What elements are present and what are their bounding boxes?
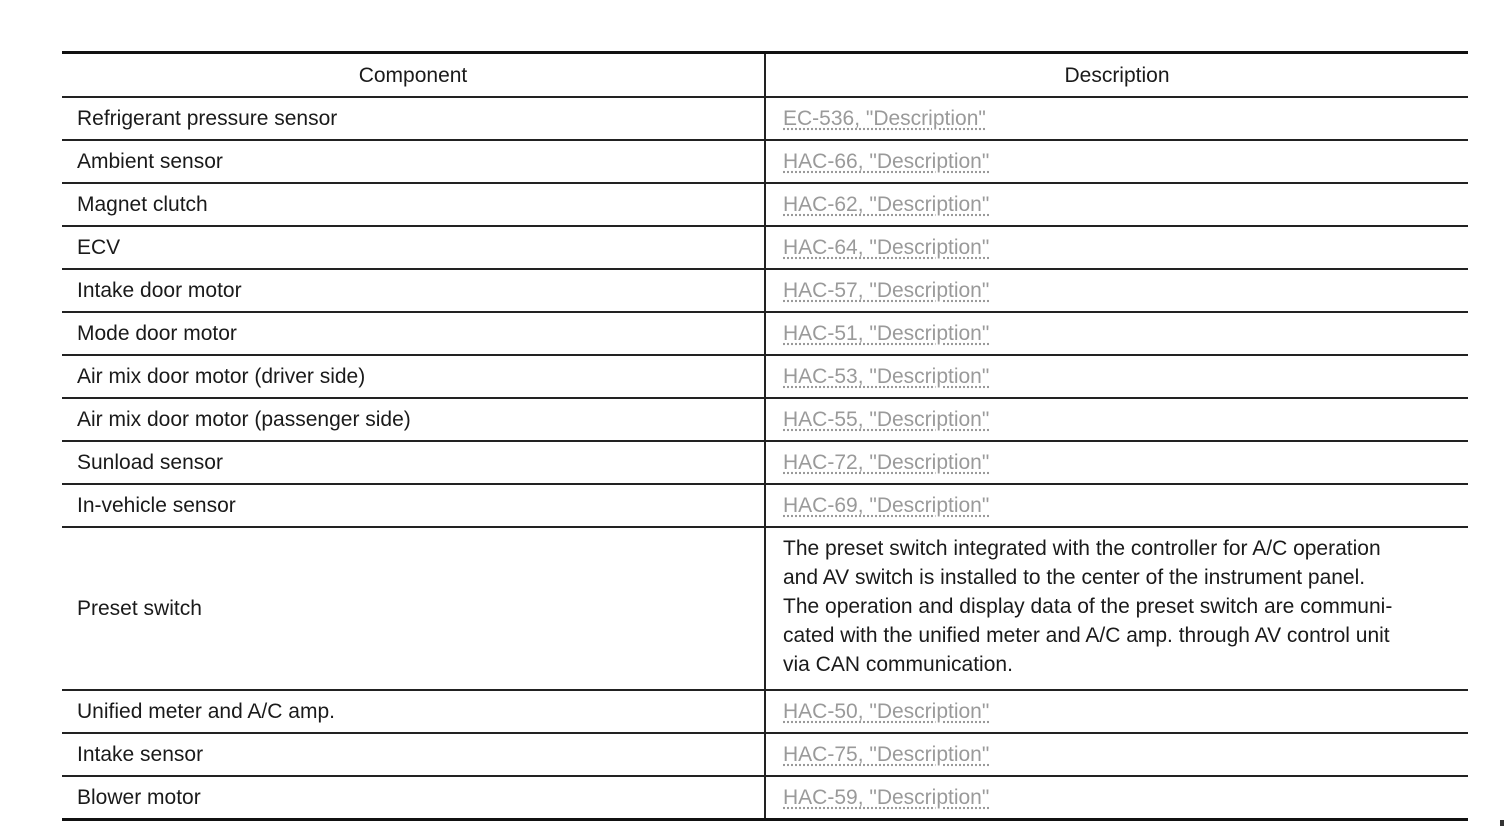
table-row xyxy=(62,484,1468,527)
description-cell xyxy=(765,527,1468,690)
preset-description xyxy=(783,528,1468,689)
description-line: cated with the unified meter and A/C amp. through AV control unit xyxy=(783,624,1390,647)
header-description: Description xyxy=(765,53,1468,98)
description-link[interactable]: HAC-53, "Description" xyxy=(783,365,990,388)
table-row xyxy=(62,269,1468,312)
description-cell xyxy=(765,733,1468,776)
description-link[interactable]: HAC-64, "Description" xyxy=(783,236,990,259)
description-cell xyxy=(765,97,1468,140)
table-row xyxy=(62,97,1468,140)
description-cell xyxy=(765,355,1468,398)
description-cell xyxy=(765,269,1468,312)
description-line: The preset switch integrated with the controller for A/C operation xyxy=(783,537,1381,560)
description-link[interactable]: HAC-66, "Description" xyxy=(783,150,990,173)
component-cell: Intake door motor xyxy=(62,269,765,312)
description-link[interactable]: HAC-62, "Description" xyxy=(783,193,990,216)
description-link[interactable]: HAC-69, "Description" xyxy=(783,494,990,517)
table-row xyxy=(62,776,1468,820)
description-cell xyxy=(765,690,1468,733)
table-row xyxy=(62,690,1468,733)
component-description-table xyxy=(62,51,1468,821)
description-link[interactable]: HAC-50, "Description" xyxy=(783,700,990,723)
component-cell: Preset switch xyxy=(62,527,765,690)
component-cell: Intake sensor xyxy=(62,733,765,776)
component-cell: Ambient sensor xyxy=(62,140,765,183)
description-line: The operation and display data of the preset switch are communi- xyxy=(783,595,1393,618)
description-cell xyxy=(765,226,1468,269)
description-cell xyxy=(765,312,1468,355)
description-link[interactable]: HAC-75, "Description" xyxy=(783,743,990,766)
description-line: and AV switch is installed to the center of the instrument panel. xyxy=(783,566,1366,589)
table-row xyxy=(62,398,1468,441)
table-row xyxy=(62,183,1468,226)
table-row-preset-switch xyxy=(62,527,1468,690)
component-cell: Refrigerant pressure sensor xyxy=(62,97,765,140)
description-link[interactable]: HAC-55, "Description" xyxy=(783,408,990,431)
component-cell: Air mix door motor (passenger side) xyxy=(62,398,765,441)
description-link[interactable]: HAC-57, "Description" xyxy=(783,279,990,302)
description-line: via CAN communication. xyxy=(783,653,1013,676)
description-link[interactable]: HAC-51, "Description" xyxy=(783,322,990,345)
component-cell: In-vehicle sensor xyxy=(62,484,765,527)
table-row xyxy=(62,733,1468,776)
component-cell: Unified meter and A/C amp. xyxy=(62,690,765,733)
component-cell: Air mix door motor (driver side) xyxy=(62,355,765,398)
description-cell xyxy=(765,183,1468,226)
page-edge-mark xyxy=(1500,820,1504,826)
description-cell xyxy=(765,398,1468,441)
description-link[interactable]: HAC-59, "Description" xyxy=(783,786,990,809)
description-cell xyxy=(765,484,1468,527)
component-cell: Sunload sensor xyxy=(62,441,765,484)
description-cell xyxy=(765,140,1468,183)
component-cell: Magnet clutch xyxy=(62,183,765,226)
component-cell: Mode door motor xyxy=(62,312,765,355)
table-row xyxy=(62,140,1468,183)
component-cell: Blower motor xyxy=(62,776,765,820)
description-link[interactable]: HAC-72, "Description" xyxy=(783,451,990,474)
table-row xyxy=(62,226,1468,269)
table-row xyxy=(62,312,1468,355)
description-cell xyxy=(765,441,1468,484)
description-cell xyxy=(765,776,1468,820)
description-link[interactable]: EC-536, "Description" xyxy=(783,107,986,130)
component-cell: ECV xyxy=(62,226,765,269)
table-row xyxy=(62,355,1468,398)
header-component: Component xyxy=(62,53,765,98)
table-header-row xyxy=(62,53,1468,98)
table-row xyxy=(62,441,1468,484)
